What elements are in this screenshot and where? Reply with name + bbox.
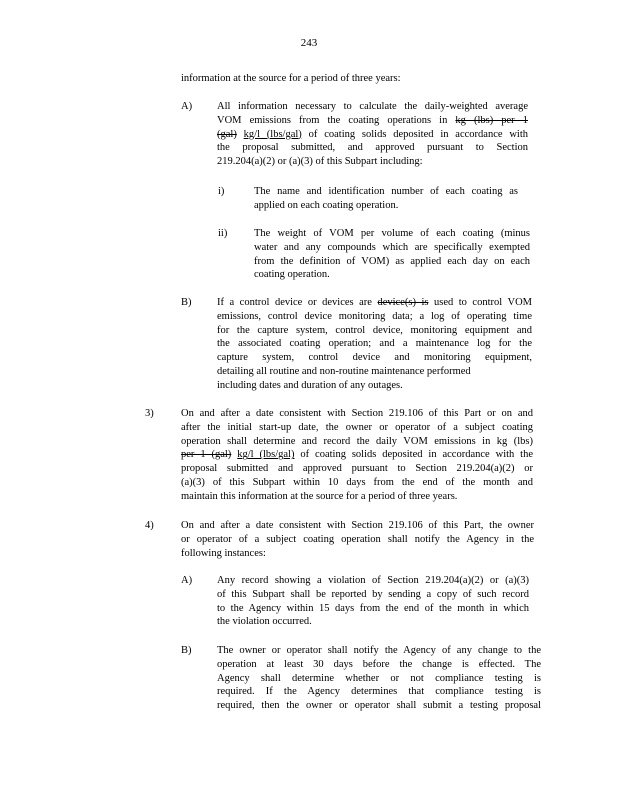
- struck-text: kg (lbs) per 1: [455, 114, 528, 126]
- struck-text: device(s) is: [377, 297, 429, 308]
- item-a-ii-label: ii): [218, 228, 228, 239]
- intro-line: information at the source for a period of three years:: [181, 73, 401, 84]
- item-a-ii-text: The weight of VOM per volume of each coating (minus water and any compounds which are specifically exempted from the definition of VOM) as applied each day on each coating operation.: [254, 228, 530, 281]
- item-a-i-label: i): [218, 186, 225, 197]
- item-4b-text: The owner or operator shall notify the Agency of any change to the operation at least 30 days before the change is effected. The Agency shall determine whether or not compliance testing is required. If the Agency determines that compliance testing is required, then the owner or operator shall submit a testing proposal: [217, 645, 541, 712]
- item-a-label: A): [181, 101, 193, 112]
- struck-text: (gal): [217, 128, 237, 140]
- item-b-text: If a control device or devices are device(s) is used to control VOM emissions, control device monitoring data; a log of operating time for the capture system, control device, monitoring equipment and the associated coating operation; and a maintenance log for the capture system, control device and monitoring equipment, detailing all routine and non-routine maintenance performed including dates and duration of any outages.: [217, 297, 533, 391]
- item-b-label: B): [181, 297, 192, 308]
- item-3-text: On and after a date consistent with Section 219.106 of this Part or on and after the initial start-up date, the owner or operator of a subject coating operation shall determine and record the daily VOM emissions in kg (lbs) per 1 (gal) kg/l (lbs/gal) of coating solids deposited in accordance with the proposal submitted and approved pursuant to Section 219.204(a)(2) or (a)(3) of this Subpart within 10 days from the end of the month and maintain this information at the source for a period of three years.: [181, 408, 534, 502]
- page-number: 243: [300, 37, 318, 49]
- item-a-text: All information necessary to calculate the daily-weighted average VOM emissions from the coating operations in kg (lbs) per 1 (gal) kg/l (lbs/gal) of coating solids deposited in accordance with the proposal submitted, and approved pursuant to Section 219.204(a)(2) or (a)(3) of this Subpart including:: [217, 101, 529, 168]
- inserted-text: kg/l (lbs/gal): [237, 449, 295, 461]
- item-4-label: 4): [145, 520, 154, 531]
- struck-text: per 1 (gal): [181, 449, 232, 461]
- inserted-text: kg/l (lbs/gal): [243, 128, 302, 140]
- item-4a-text: Any record showing a violation of Section 219.204(a)(2) or (a)(3) of this Subpart shall be reported by sending a copy of such record to the Agency within 15 days from the end of the month in which the violation occurred.: [217, 575, 529, 628]
- item-4b-label: B): [181, 645, 192, 656]
- item-4a-label: A): [181, 575, 193, 586]
- item-4-text: On and after a date consistent with Section 219.106 of this Part, the owner or operator of a subject coating operation shall notify the Agency in the following instances:: [181, 520, 534, 559]
- item-a-i-text: The name and identification number of each coating as applied on each coating operation.: [254, 186, 518, 211]
- item-3-label: 3): [145, 408, 154, 419]
